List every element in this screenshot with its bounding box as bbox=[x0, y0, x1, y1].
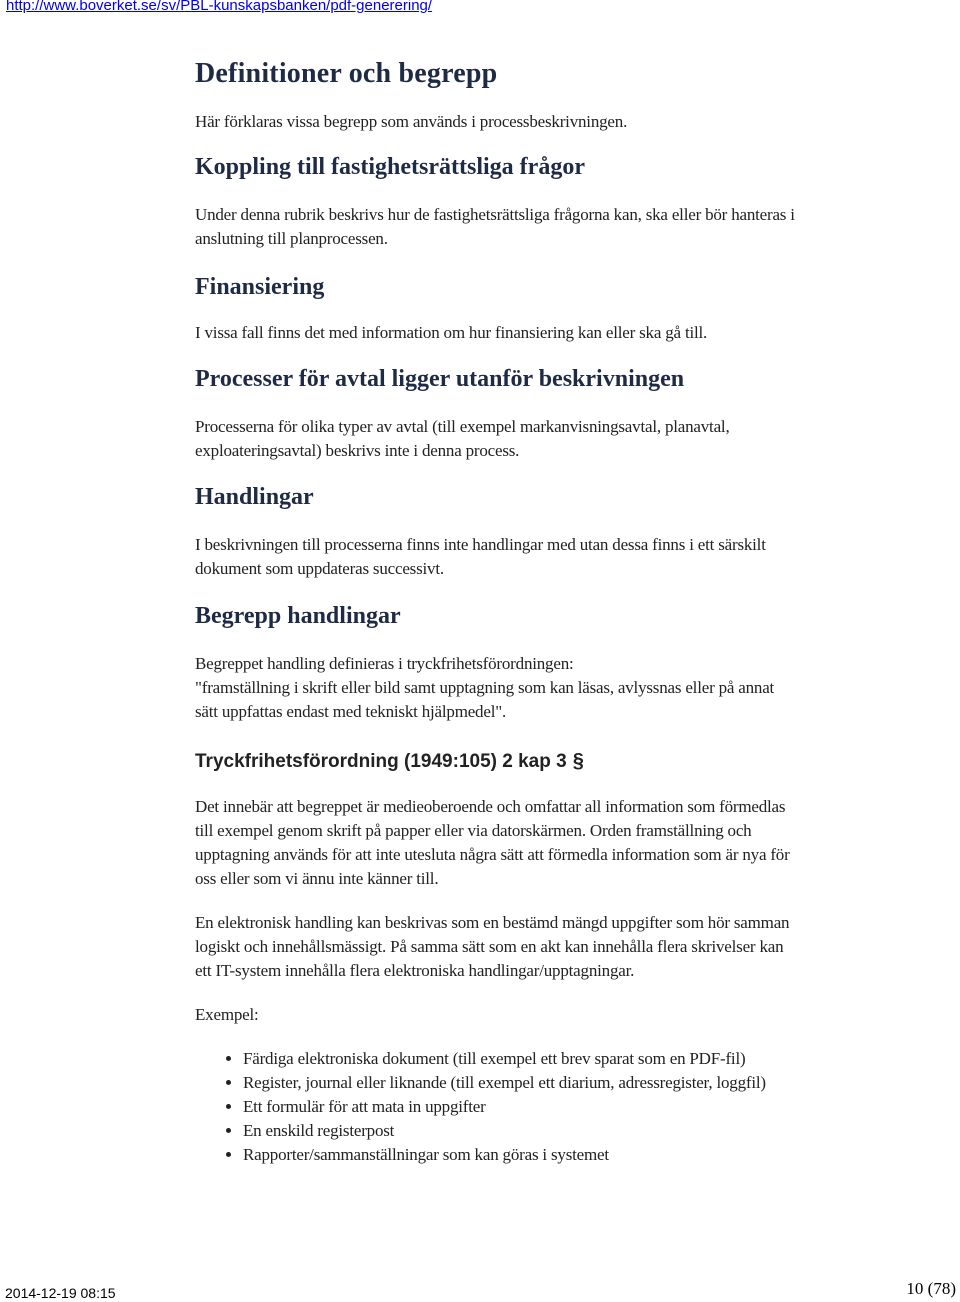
begrepp-definition-intro: Begreppet handling definieras i tryckfrihetsförordningen: bbox=[195, 654, 574, 673]
document-body bbox=[195, 58, 795, 1167]
heading-handlingar: Handlingar bbox=[195, 484, 314, 510]
law-heading-text: Tryckfrihetsförordning (1949:105) 2 kap 3 bbox=[195, 750, 567, 772]
law-paragraph-1: Det innebär att begreppet är medieoberoende och omfattar all information som förmedlas till exempel genom skrift på papper eller via datorskärmen. Orden framställning och upptagning används för att inte utesluta några sätt att förmedla information som är nya för oss eller som vi ännu inte känner till. bbox=[195, 797, 790, 888]
text-finansiering: I vissa fall finns det med information om hur finansiering kan eller ska gå till. bbox=[195, 323, 708, 342]
law-paragraph-2: En elektronisk handling kan beskrivas som en bestämd mängd uppgifter som hör samman logiskt och innehållsmässigt. På samma sätt som en akt kan innehålla flera skrivelser kan ett IT-system innehålla flera elektroniska handlingar/upptagningar. bbox=[195, 913, 790, 980]
example-list bbox=[195, 1047, 795, 1167]
heading-avtal: Processer för avtal ligger utanför beskrivningen bbox=[195, 366, 685, 392]
paragraph-link-icon[interactable]: § bbox=[572, 750, 584, 772]
list-item: • En enskild registerpost bbox=[243, 1119, 795, 1143]
source-url-link[interactable]: http://www.boverket.se/sv/PBL-kunskapsbanken/pdf-generering/ bbox=[6, 0, 433, 14]
print-timestamp: 2014-12-19 08:15 bbox=[5, 1285, 116, 1301]
heading-finansiering: Finansiering bbox=[195, 274, 325, 300]
list-item: • Register, journal eller liknande (till exempel ett diarium, adressregister, loggfil) bbox=[243, 1071, 795, 1095]
list-item: • Rapporter/sammanställningar som kan göras i systemet bbox=[243, 1143, 795, 1167]
text-handlingar: I beskrivningen till processerna finns inte handlingar med utan dessa finns i ett särskilt dokument som uppdateras successivt. bbox=[195, 535, 766, 578]
list-item: • Färdiga elektroniska dokument (till exempel ett brev sparat som en PDF-fil) bbox=[243, 1047, 795, 1071]
text-avtal: Processerna för olika typer av avtal (till exempel markanvisningsavtal, planavtal, exploateringsavtal) beskrivs inte i denna process. bbox=[195, 417, 730, 460]
heading-begrepp: Begrepp handlingar bbox=[195, 603, 401, 629]
page-title: Definitioner och begrepp bbox=[195, 58, 498, 89]
text-begrepp bbox=[195, 652, 795, 724]
heading-fastighet: Koppling till fastighetsrättsliga frågor bbox=[195, 154, 585, 180]
begrepp-definition-quote: "framställning i skrift eller bild samt upptagning som kan läsas, avlyssnas eller på annat sätt uppfattas endast med tekniskt hjälpmedel". bbox=[195, 678, 775, 721]
list-item: • Ett formulär för att mata in uppgifter bbox=[243, 1095, 795, 1119]
page-number: 10 (78) bbox=[906, 1279, 956, 1298]
intro-text: Här förklaras vissa begrepp som används i processbeskrivningen. bbox=[195, 112, 628, 131]
heading-law bbox=[195, 750, 795, 773]
example-label: Exempel: bbox=[195, 1005, 259, 1024]
text-fastighet: Under denna rubrik beskrivs hur de fastighetsrättsliga frågorna kan, ska eller bör hanteras i anslutning till planprocessen. bbox=[195, 205, 795, 248]
